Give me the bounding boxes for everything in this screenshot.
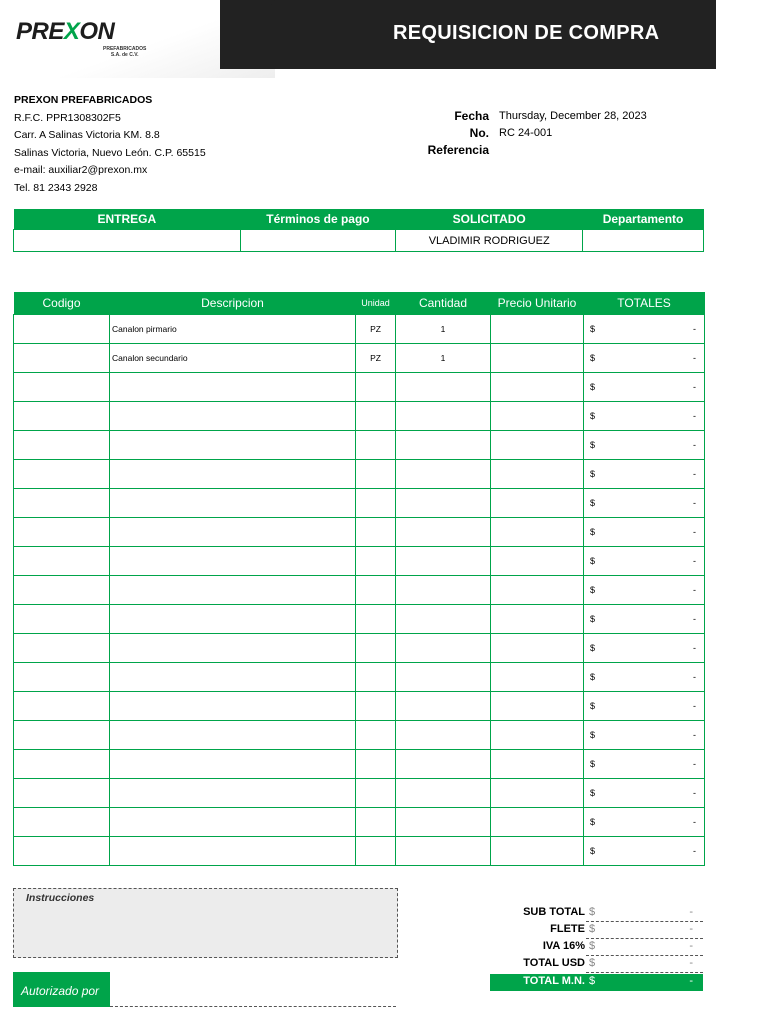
unidad-cell[interactable] xyxy=(356,547,396,576)
precio-header: Precio Unitario xyxy=(497,296,577,310)
logo-word: PREXON xyxy=(16,18,115,45)
unidad-cell[interactable] xyxy=(356,779,396,808)
no-label: No. xyxy=(469,125,489,140)
total-cell xyxy=(584,605,705,634)
codigo-header: Codigo xyxy=(42,296,81,310)
table-row xyxy=(14,779,705,808)
total-cell xyxy=(584,489,705,518)
currency-symbol: $ xyxy=(590,672,596,682)
company-name: PREXON PREFABRICADOS xyxy=(14,94,153,106)
codigo-cell[interactable] xyxy=(14,315,110,344)
descripcion-cell[interactable] xyxy=(110,460,356,489)
currency-symbol: $ xyxy=(590,817,596,827)
total-value: - xyxy=(693,324,696,334)
cantidad-cell[interactable] xyxy=(396,576,491,605)
total-cell xyxy=(584,315,705,344)
authorized-signature-line[interactable] xyxy=(110,1006,396,1007)
cantidad-cell[interactable] xyxy=(396,750,491,779)
unidad-cell[interactable] xyxy=(356,402,396,431)
precio-cell[interactable] xyxy=(491,837,584,866)
table-row xyxy=(14,547,705,576)
totals-row xyxy=(490,974,703,991)
departamento-cell[interactable] xyxy=(583,230,704,252)
total-amount xyxy=(586,788,704,798)
meta-no xyxy=(400,124,647,141)
cantidad-cell[interactable] xyxy=(396,779,491,808)
descripcion-cell[interactable] xyxy=(110,634,356,663)
solicitado-cell[interactable]: VLADIMIR RODRIGUEZ xyxy=(396,230,583,252)
precio-cell[interactable] xyxy=(491,460,584,489)
descripcion-cell[interactable] xyxy=(110,576,356,605)
totals-row xyxy=(490,956,703,973)
unidad-cell[interactable] xyxy=(356,518,396,547)
totals-currency: $ xyxy=(589,940,596,952)
descripcion-cell[interactable] xyxy=(110,402,356,431)
codigo-cell[interactable] xyxy=(14,663,110,692)
total-value: - xyxy=(693,353,696,363)
table-row xyxy=(14,692,705,721)
total-value: - xyxy=(693,469,696,479)
total-amount xyxy=(586,382,704,392)
precio-cell[interactable] xyxy=(491,402,584,431)
entrega-cell[interactable] xyxy=(14,230,241,252)
totals-currency: $ xyxy=(589,906,596,918)
total-amount xyxy=(586,440,704,450)
total-value: - xyxy=(693,672,696,682)
descripcion-cell[interactable] xyxy=(110,431,356,460)
total-value: - xyxy=(693,527,696,537)
currency-symbol: $ xyxy=(590,585,596,595)
table-row xyxy=(14,750,705,779)
table-row xyxy=(14,634,705,663)
total-amount xyxy=(586,324,704,334)
codigo-cell[interactable] xyxy=(14,489,110,518)
currency-symbol: $ xyxy=(590,556,596,566)
totals-value: - xyxy=(689,906,693,918)
codigo-cell[interactable] xyxy=(14,605,110,634)
document-meta xyxy=(400,107,647,158)
company-phone: Tel. 81 2343 2928 xyxy=(14,181,98,194)
codigo-cell[interactable] xyxy=(14,344,110,373)
header-band xyxy=(0,0,716,70)
table-row xyxy=(14,721,705,750)
codigo-cell[interactable] xyxy=(14,750,110,779)
precio-cell[interactable] xyxy=(491,605,584,634)
precio-cell[interactable] xyxy=(491,779,584,808)
total-value: - xyxy=(693,643,696,653)
cantidad-cell[interactable] xyxy=(396,634,491,663)
codigo-cell[interactable] xyxy=(14,373,110,402)
descripcion-cell[interactable]: Canalon pirmario xyxy=(110,315,356,344)
codigo-cell[interactable] xyxy=(14,721,110,750)
precio-cell[interactable] xyxy=(491,373,584,402)
currency-symbol: $ xyxy=(590,643,596,653)
totals-value: - xyxy=(689,940,693,952)
total-amount xyxy=(586,469,704,479)
table-row xyxy=(14,576,705,605)
cantidad-cell[interactable] xyxy=(396,721,491,750)
unidad-cell[interactable] xyxy=(356,808,396,837)
total-value: - xyxy=(693,701,696,711)
unidad-cell[interactable] xyxy=(356,460,396,489)
total-cell xyxy=(584,634,705,663)
total-cell xyxy=(584,431,705,460)
totals-block xyxy=(490,905,703,991)
descripcion-cell[interactable] xyxy=(110,373,356,402)
header-slant xyxy=(190,0,275,69)
items-table xyxy=(13,292,705,866)
total-value: - xyxy=(693,730,696,740)
total-cell xyxy=(584,750,705,779)
entrega-header: ENTREGA xyxy=(97,212,157,226)
delivery-value-row xyxy=(14,230,704,252)
codigo-cell[interactable] xyxy=(14,547,110,576)
currency-symbol: $ xyxy=(590,382,596,392)
total-cell xyxy=(584,721,705,750)
descripcion-cell[interactable] xyxy=(110,518,356,547)
total-value: - xyxy=(693,411,696,421)
company-email: e-mail: auxiliar2@prexon.mx xyxy=(14,164,148,176)
total-amount xyxy=(586,556,704,566)
unidad-cell[interactable] xyxy=(356,431,396,460)
prexon-logo xyxy=(16,18,176,64)
codigo-cell[interactable] xyxy=(14,837,110,866)
total-amount xyxy=(586,527,704,537)
table-row xyxy=(14,402,705,431)
total-amount xyxy=(586,353,704,363)
totals-row xyxy=(490,922,703,939)
cantidad-cell[interactable] xyxy=(396,692,491,721)
totales-header: TOTALES xyxy=(617,296,671,310)
unidad-cell[interactable] xyxy=(356,750,396,779)
total-cell xyxy=(584,373,705,402)
delivery-table xyxy=(13,209,704,252)
descripcion-cell[interactable] xyxy=(110,808,356,837)
total-value: - xyxy=(693,846,696,856)
totals-label: TOTAL M.N. xyxy=(523,975,585,987)
totals-label: IVA 16% xyxy=(542,940,585,952)
cantidad-cell[interactable] xyxy=(396,489,491,518)
total-amount xyxy=(586,672,704,682)
unidad-cell[interactable] xyxy=(356,489,396,518)
instructions-box[interactable] xyxy=(13,888,398,958)
total-cell xyxy=(584,460,705,489)
total-cell xyxy=(584,547,705,576)
precio-cell[interactable] xyxy=(491,344,584,373)
precio-cell[interactable] xyxy=(491,750,584,779)
authorized-label: Autorizado por xyxy=(21,984,100,998)
referencia-label: Referencia xyxy=(427,142,489,157)
total-amount xyxy=(586,759,704,769)
precio-cell[interactable] xyxy=(491,518,584,547)
codigo-cell[interactable] xyxy=(14,692,110,721)
page-title: REQUISICION DE COMPRA xyxy=(393,22,660,44)
no-value[interactable]: RC 24-001 xyxy=(499,126,553,139)
cantidad-cell[interactable] xyxy=(396,605,491,634)
cantidad-cell[interactable]: 1 xyxy=(396,315,491,344)
unidad-cell[interactable] xyxy=(356,663,396,692)
cantidad-cell[interactable] xyxy=(396,808,491,837)
total-amount xyxy=(586,411,704,421)
cantidad-cell[interactable] xyxy=(396,837,491,866)
descripcion-cell[interactable] xyxy=(110,605,356,634)
descripcion-cell[interactable] xyxy=(110,663,356,692)
cantidad-cell[interactable] xyxy=(396,460,491,489)
currency-symbol: $ xyxy=(590,846,596,856)
total-amount xyxy=(586,585,704,595)
total-value: - xyxy=(693,382,696,392)
totals-label: FLETE xyxy=(550,923,585,935)
total-cell xyxy=(584,663,705,692)
cantidad-cell[interactable] xyxy=(396,431,491,460)
total-cell xyxy=(584,576,705,605)
unidad-cell[interactable] xyxy=(356,634,396,663)
precio-cell[interactable] xyxy=(491,721,584,750)
codigo-cell[interactable] xyxy=(14,460,110,489)
descripcion-cell[interactable] xyxy=(110,721,356,750)
precio-cell[interactable] xyxy=(491,431,584,460)
currency-symbol: $ xyxy=(590,411,596,421)
precio-cell[interactable] xyxy=(491,547,584,576)
unidad-cell[interactable] xyxy=(356,692,396,721)
cantidad-cell[interactable] xyxy=(396,663,491,692)
codigo-cell[interactable] xyxy=(14,402,110,431)
items-header-row xyxy=(14,292,705,315)
fecha-value[interactable]: Thursday, December 28, 2023 xyxy=(499,109,647,122)
total-amount xyxy=(586,817,704,827)
codigo-cell[interactable] xyxy=(14,431,110,460)
currency-symbol: $ xyxy=(590,324,596,334)
currency-symbol: $ xyxy=(590,440,596,450)
company-city: Salinas Victoria, Nuevo León. C.P. 65515 xyxy=(14,146,206,159)
total-cell xyxy=(584,779,705,808)
total-value: - xyxy=(693,817,696,827)
precio-cell[interactable] xyxy=(491,315,584,344)
currency-symbol: $ xyxy=(590,469,596,479)
total-value: - xyxy=(693,759,696,769)
totals-currency: $ xyxy=(589,923,596,935)
totals-value: - xyxy=(689,975,693,987)
unidad-cell[interactable]: PZ xyxy=(356,344,396,373)
cantidad-cell[interactable] xyxy=(396,402,491,431)
currency-symbol: $ xyxy=(590,730,596,740)
table-row xyxy=(14,344,705,373)
instructions-label: Instrucciones xyxy=(26,892,95,904)
delivery-header-row xyxy=(14,209,704,230)
company-address: Carr. A Salinas Victoria KM. 8.8 xyxy=(14,129,160,141)
company-info xyxy=(14,92,206,197)
codigo-cell[interactable] xyxy=(14,808,110,837)
authorized-box xyxy=(13,972,110,1007)
table-row xyxy=(14,431,705,460)
total-cell xyxy=(584,837,705,866)
precio-cell[interactable] xyxy=(491,692,584,721)
departamento-header: Departamento xyxy=(602,212,684,226)
cantidad-cell[interactable] xyxy=(396,518,491,547)
descripcion-cell[interactable]: Canalon secundario xyxy=(110,344,356,373)
codigo-cell[interactable] xyxy=(14,779,110,808)
total-value: - xyxy=(693,585,696,595)
table-row xyxy=(14,373,705,402)
total-amount xyxy=(586,846,704,856)
currency-symbol: $ xyxy=(590,701,596,711)
items-body xyxy=(14,315,705,866)
descripcion-cell[interactable] xyxy=(110,779,356,808)
unidad-cell[interactable] xyxy=(356,837,396,866)
total-amount xyxy=(586,730,704,740)
totals-currency: $ xyxy=(589,975,596,987)
totals-value: - xyxy=(689,923,693,935)
table-row xyxy=(14,663,705,692)
total-value: - xyxy=(693,498,696,508)
total-value: - xyxy=(693,440,696,450)
total-amount xyxy=(586,643,704,653)
precio-cell[interactable] xyxy=(491,634,584,663)
totals-row xyxy=(490,905,703,922)
unidad-cell[interactable] xyxy=(356,605,396,634)
precio-cell[interactable] xyxy=(491,663,584,692)
cantidad-cell[interactable] xyxy=(396,547,491,576)
precio-cell[interactable] xyxy=(491,489,584,518)
cantidad-cell[interactable]: 1 xyxy=(396,344,491,373)
descripcion-cell[interactable] xyxy=(110,837,356,866)
total-cell xyxy=(584,518,705,547)
total-value: - xyxy=(693,788,696,798)
total-value: - xyxy=(693,556,696,566)
meta-fecha xyxy=(400,107,647,124)
currency-symbol: $ xyxy=(590,527,596,537)
unidad-header: Unidad xyxy=(361,298,390,308)
codigo-cell[interactable] xyxy=(14,634,110,663)
total-cell xyxy=(584,402,705,431)
precio-cell[interactable] xyxy=(491,808,584,837)
table-row xyxy=(14,605,705,634)
descripcion-cell[interactable] xyxy=(110,750,356,779)
company-rfc: R.F.C. PPR1308302F5 xyxy=(14,111,121,124)
descripcion-cell[interactable] xyxy=(110,547,356,576)
codigo-cell[interactable] xyxy=(14,518,110,547)
codigo-cell[interactable] xyxy=(14,576,110,605)
currency-symbol: $ xyxy=(590,788,596,798)
total-amount xyxy=(586,701,704,711)
unidad-cell[interactable] xyxy=(356,373,396,402)
totals-value: - xyxy=(689,957,693,969)
meta-referencia xyxy=(400,141,647,158)
terminos-header: Términos de pago xyxy=(266,212,370,226)
precio-cell[interactable] xyxy=(491,576,584,605)
cantidad-header: Cantidad xyxy=(418,296,468,310)
totals-label: SUB TOTAL xyxy=(523,906,585,918)
table-row xyxy=(14,837,705,866)
currency-symbol: $ xyxy=(590,614,596,624)
currency-symbol: $ xyxy=(590,498,596,508)
solicitado-header: SOLICITADO xyxy=(452,212,526,226)
unidad-cell[interactable] xyxy=(356,576,396,605)
table-row xyxy=(14,518,705,547)
total-cell xyxy=(584,692,705,721)
total-value: - xyxy=(693,614,696,624)
totals-label: TOTAL USD xyxy=(523,957,585,969)
total-amount xyxy=(586,498,704,508)
table-row xyxy=(14,489,705,518)
table-row xyxy=(14,460,705,489)
unidad-cell[interactable]: PZ xyxy=(356,315,396,344)
currency-symbol: $ xyxy=(590,353,596,363)
unidad-cell[interactable] xyxy=(356,721,396,750)
table-row xyxy=(14,808,705,837)
totals-divider xyxy=(586,972,703,973)
descripcion-header: Descripcion xyxy=(201,296,264,310)
total-cell xyxy=(584,808,705,837)
currency-symbol: $ xyxy=(590,759,596,769)
cantidad-cell[interactable] xyxy=(396,373,491,402)
descripcion-cell[interactable] xyxy=(110,692,356,721)
logo-subtitle: PREFABRICADOS S.A. de C.V. xyxy=(103,46,147,58)
terminos-cell[interactable] xyxy=(240,230,396,252)
descripcion-cell[interactable] xyxy=(110,489,356,518)
fecha-label: Fecha xyxy=(454,108,489,123)
totals-currency: $ xyxy=(589,957,596,969)
total-amount xyxy=(586,614,704,624)
totals-row xyxy=(490,939,703,956)
table-row xyxy=(14,315,705,344)
total-cell xyxy=(584,344,705,373)
